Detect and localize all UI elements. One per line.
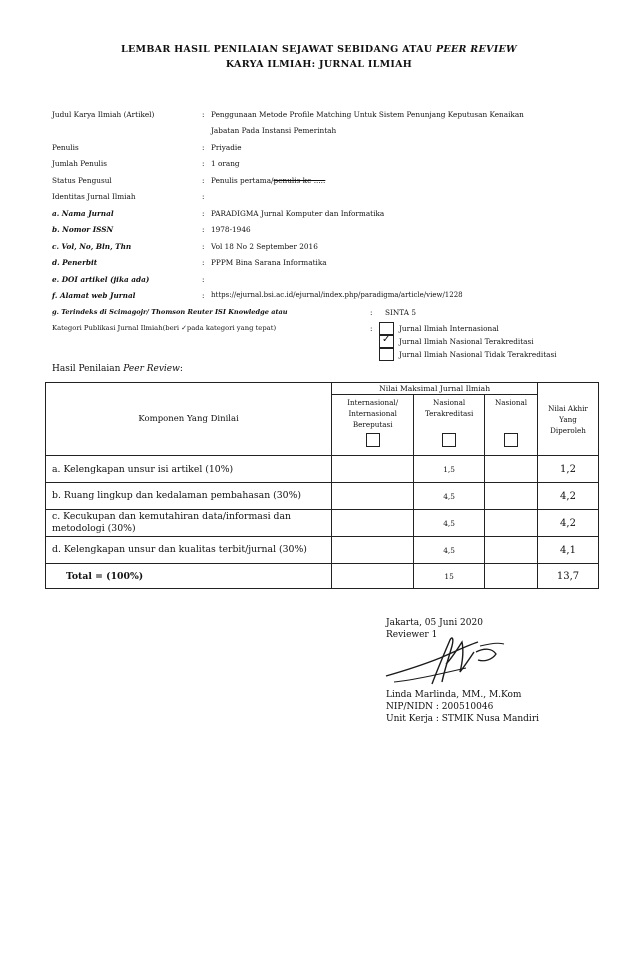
header-internasional: Internasional/ Internasional Bereputasi	[332, 395, 414, 456]
meta-value: 1 orang	[211, 159, 240, 168]
meta-label: c. Vol, No, Bln, Thn	[52, 242, 132, 251]
meta-value: PPPM Bina Sarana Informatika	[211, 258, 327, 267]
document-title-line2: KARYA ILMIAH: JURNAL ILMIAH	[225, 59, 413, 70]
criterion-score: 1,2	[538, 456, 599, 483]
criterion-label: c. Kecukupan dan kemutahiran data/informasi dan metodologi (30%)	[46, 510, 332, 537]
header-nilai-maksimal: Nilai Maksimal Jurnal Ilmiah	[332, 383, 538, 395]
meta-value: Priyadie	[211, 143, 242, 152]
meta-label: a. Nama Jurnal	[52, 209, 114, 218]
meta-value: Jabatan Pada Instansi Pemerintah	[211, 126, 337, 135]
meta-label: Identitas Jurnal Ilmiah	[52, 192, 136, 201]
meta-label: Status Pengusul	[52, 176, 112, 185]
table-row	[46, 510, 599, 537]
header-nasional-terakreditasi: Nasional Terakreditasi	[414, 395, 485, 456]
reviewer-label: Reviewer 1	[386, 630, 438, 640]
meta-label: g. Terindeks di Scimagojr/ Thomson Reuter ISI Knowledge atau	[52, 308, 288, 316]
meta-value: Penulis pertama/	[211, 176, 274, 185]
reviewer-name: Linda Marlinda, MM., M.Kom	[386, 690, 522, 700]
kategori-label-internasional: Jurnal Ilmiah Internasional	[399, 324, 499, 333]
title-italic: PEER REVIEW	[435, 44, 517, 55]
kategori-label-nasional-terakreditasi: Jurnal Ilmiah Nasional Terakreditasi	[399, 337, 534, 346]
meta-label: Penulis	[52, 143, 79, 152]
kategori-checkbox-nasional-terakreditasi[interactable]	[379, 335, 394, 348]
hasil-heading: Hasil Penilaian Peer Review:	[52, 364, 183, 374]
table-row	[46, 483, 599, 510]
criterion-label: a. Kelengkapan unsur isi artikel (10%)	[46, 456, 332, 483]
nasional-checkbox[interactable]	[504, 433, 518, 447]
criterion-score: 4,2	[538, 510, 599, 537]
table-row-total	[46, 564, 599, 589]
meta-label: Judul Karya Ilmiah (Artikel)	[52, 110, 155, 119]
criterion-label: d. Kelengkapan unsur dan kualitas terbit/jurnal (30%)	[46, 537, 332, 564]
criterion-max: 1,5	[414, 456, 485, 483]
handwritten-signature	[380, 632, 510, 690]
meta-value: 1978-1946	[211, 225, 251, 234]
header-nilai-akhir: Nilai Akhir Yang Diperoleh	[538, 383, 599, 456]
nasional-terakreditasi-checkbox[interactable]	[442, 433, 456, 447]
reviewer-nip: NIP/NIDN : 200510046	[386, 702, 494, 712]
meta-value-struck: penulis ke .....	[273, 176, 326, 185]
meta-label: f. Alamat web Jurnal	[52, 291, 136, 300]
criterion-score: 4,2	[538, 483, 599, 510]
meta-value: Penggunaan Metode Profile Matching Untuk Sistem Penunjang Keputusan Kenaikan	[211, 110, 524, 119]
review-table	[45, 382, 599, 589]
kategori-checkbox-nasional-tidak[interactable]	[379, 348, 394, 361]
header-nasional: Nasional	[485, 395, 538, 456]
meta-label: e. DOI artikel (jika ada)	[52, 275, 150, 284]
title-prefix: LEMBAR HASIL PENILAIAN SEJAWAT SEBIDANG ATAU	[121, 44, 433, 55]
meta-value: Vol 18 No 2 September 2016	[211, 242, 318, 251]
criterion-max: 4,5	[414, 483, 485, 510]
meta-value: SINTA 5	[385, 308, 416, 317]
total-max: 15	[414, 564, 485, 589]
criterion-score: 4,1	[538, 537, 599, 564]
criterion-max: 4,5	[414, 510, 485, 537]
kategori-label-nasional-tidak: Jurnal Ilmiah Nasional Tidak Terakreditasi	[399, 350, 557, 359]
meta-value: https://ejurnal.bsi.ac.id/ejurnal/index.php/paradigma/article/view/1228	[211, 291, 463, 299]
internasional-checkbox[interactable]	[366, 433, 380, 447]
place-date: Jakarta, 05 Juni 2020	[386, 618, 483, 628]
table-row	[46, 456, 599, 483]
header-komponen: Komponen Yang Dinilai	[46, 383, 332, 456]
meta-label: b. Nomor ISSN	[52, 225, 114, 234]
total-label: Total = (100%)	[46, 564, 332, 589]
criterion-max: 4,5	[414, 537, 485, 564]
criterion-label: b. Ruang lingkup dan kedalaman pembahasan (30%)	[46, 483, 332, 510]
meta-label: d. Penerbit	[52, 258, 98, 267]
meta-label: Kategori Publikasi Jurnal Ilmiah(beri ✓pada kategori yang tepat)	[52, 324, 277, 332]
total-score: 13,7	[538, 564, 599, 589]
meta-label: Jumlah Penulis	[52, 159, 107, 168]
document-title-line1	[0, 44, 638, 55]
reviewer-unit: Unit Kerja : STMIK Nusa Mandiri	[386, 714, 539, 724]
check-mark-icon: ✓	[382, 334, 391, 345]
table-row	[46, 537, 599, 564]
meta-value: PARADIGMA Jurnal Komputer dan Informatika	[211, 209, 385, 218]
